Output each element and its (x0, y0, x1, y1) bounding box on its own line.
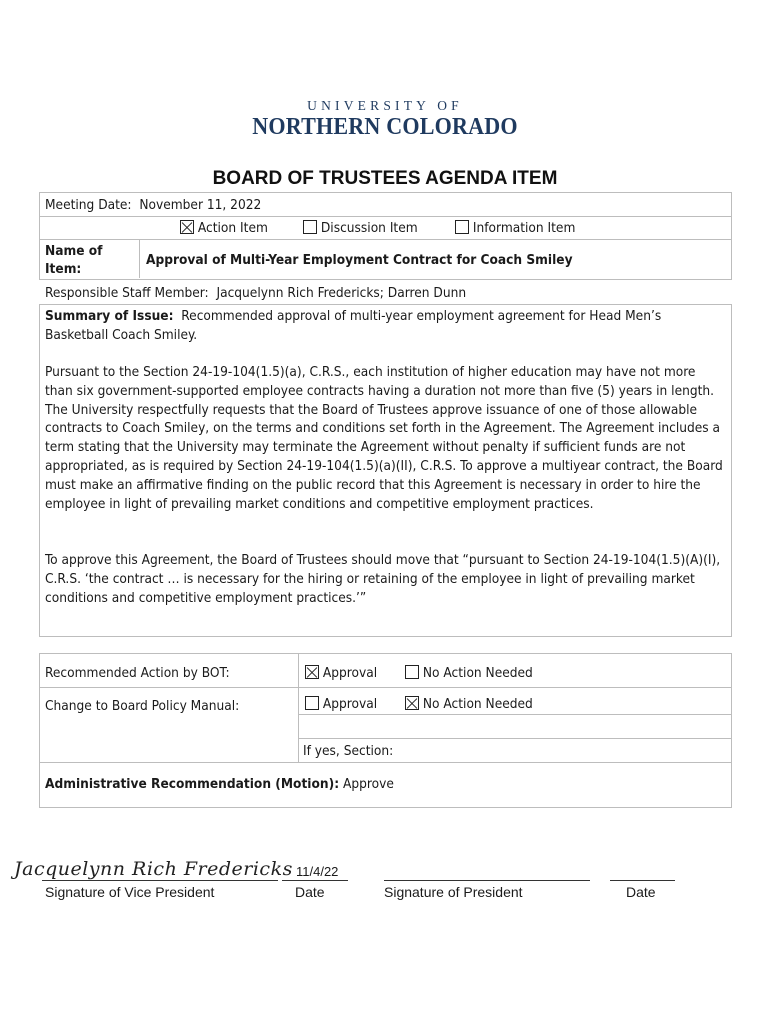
vp-date-value: 11/4/22 (296, 864, 339, 879)
action-item-checkbox[interactable] (180, 220, 194, 234)
summary-paragraph-2: To approve this Agreement, the Board of Trustees should move that “pursuant to Section 24-19-104(1.5)(A)(I), C.R.S. ‘the contract … is necessary for the hiring or retaining of the employee in light of prevailing market conditions and competitive employment practices.’” (45, 552, 721, 606)
recommended-approval-label: Approval (322, 665, 378, 681)
president-date-label: Date (626, 884, 656, 900)
policy-section-label: If yes, Section: (303, 743, 394, 759)
item-type-discussion[interactable] (303, 219, 418, 237)
vp-signature: Jacquelynn Rich Fredericks (14, 858, 293, 880)
action-item-label: Action Item (197, 220, 268, 236)
summary-paragraph-1: Pursuant to the Section 24-19-104(1.5)(a), C.R.S., each institution of higher education may have not more than six government-supported employee contracts having a duration not more than five (5) years in length. The University respectfully requests that the Board of Trustees approve issuance of one of those allowable contracts to Coach Smiley, on the terms and conditions set forth in the Agreement. The Agreement includes a term stating that the University may terminate the Agreement without penalty if sufficient funds are not appropriated, as is required by Section 24-19-104(1.5)(a)(II), C.R.S. To approve a multiyear contract, the Board must make an affirmative finding on the public record that this Agreement is necessary in order to hire the employee in light of prevailing market conditions and competitive employment practices. (45, 364, 723, 512)
meeting-date-row (45, 196, 261, 214)
policy-no-action-checkbox[interactable] (405, 696, 419, 710)
recommended-action-label: Recommended Action by BOT: (45, 665, 230, 681)
recommended-no-action-label: No Action Needed (422, 665, 533, 681)
item-type-information[interactable] (455, 219, 575, 237)
policy-approval-label: Approval (322, 696, 378, 712)
summary-intro (45, 307, 725, 345)
policy-approval-checkbox[interactable] (305, 696, 319, 710)
policy-manual-label: Change to Board Policy Manual: (45, 698, 240, 714)
admin-recommendation-row (45, 775, 394, 793)
item-type-action[interactable] (180, 219, 268, 237)
meeting-date-value: November 11, 2022 (139, 197, 262, 213)
vp-date-label: Date (295, 884, 325, 900)
logo-northern-colorado: NORTHERN COLORADO (252, 114, 518, 140)
information-item-checkbox[interactable] (455, 220, 469, 234)
meeting-date-label: Meeting Date: (45, 197, 132, 213)
recommended-no-action-checkbox[interactable] (405, 665, 419, 679)
name-of-item-value: Approval of Multi-Year Employment Contract for Coach Smiley (146, 252, 573, 268)
name-of-item-label: Name of Item: (45, 243, 103, 277)
responsible-staff-value: Jacquelynn Rich Fredericks; Darren Dunn (216, 285, 467, 301)
policy-approval-option[interactable] (305, 695, 377, 713)
admin-recommendation-label: Administrative Recommendation (Motion): (45, 776, 340, 792)
responsible-staff-label: Responsible Staff Member: (45, 285, 209, 301)
summary-intro-text: Recommended approval of multi-year employment agreement for Head Men’s Basketball Coach Smiley. (45, 308, 662, 343)
recommended-approval-checkbox[interactable] (305, 665, 319, 679)
policy-no-action-option[interactable] (405, 695, 533, 713)
president-signature-label: Signature of President (384, 884, 523, 900)
recommended-no-action-option[interactable] (405, 664, 533, 682)
policy-no-action-label: No Action Needed (422, 696, 533, 712)
responsible-staff-row (45, 284, 466, 302)
information-item-label: Information Item (472, 220, 576, 236)
admin-recommendation-value: Approve (342, 776, 394, 792)
recommended-approval-option[interactable] (305, 664, 377, 682)
discussion-item-label: Discussion Item (320, 220, 418, 236)
discussion-item-checkbox[interactable] (303, 220, 317, 234)
logo-university-of: UNIVERSITY OF (307, 98, 463, 113)
vp-signature-label: Signature of Vice President (45, 884, 215, 900)
page-title: BOARD OF TRUSTEES AGENDA ITEM (212, 168, 558, 189)
summary-label: Summary of Issue: (45, 308, 174, 324)
